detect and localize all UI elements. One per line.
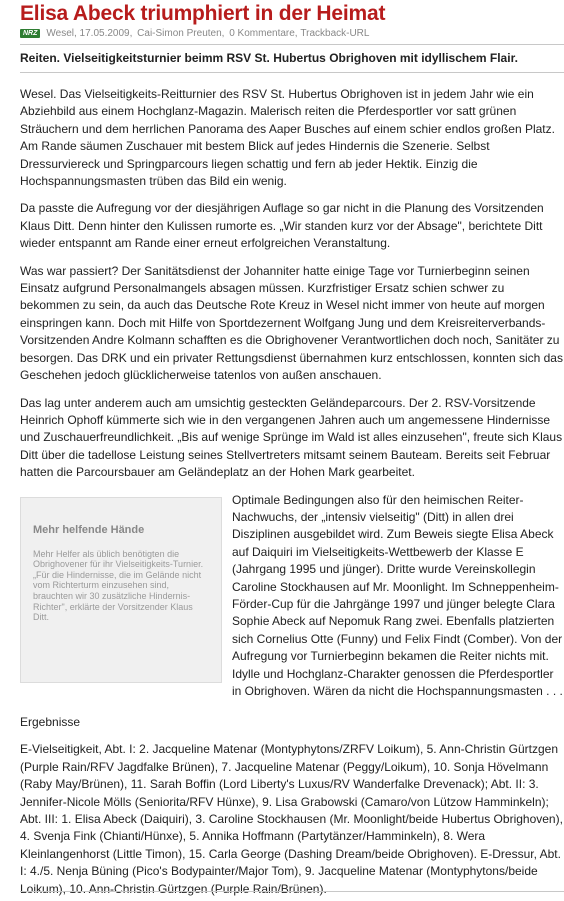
info-box-title: Mehr helfende Hände — [33, 523, 145, 536]
article — [20, 0, 564, 898]
paragraph: Wesel. Das Vielseitigkeits-Reitturnier des RSV St. Hubertus Obrighoven ist in jedem Jahr wie ein Abziehbild aus einem Hochglanz-Magazin. Malerisch reiten die Pferdesportler vor satt grünen Sträuchern und dem herrlichen Panorama des Aaper Busches auf einem schier endlos großen Platz. Am Rande säumen Zuschauer mit bestem Blick auf jedes Hindernis die Szenerie. Selbst Dressurviereck und Springparcours liegen schattig und fern ab jeder Hektik. Einzig die Hochspannungsmasten trüben das Bild ein wenig. — [20, 87, 555, 189]
info-box-text: Mehr Helfer als üblich benötigten die Obrighovener für ihr Vielseitigkeits-Turnier. „Für die Hindernisse, die im Gelände nicht vom Richterturm einzusehen sind, brauchten wir 30 zusätzliche Hindernis-Richter", erklärte der Vorsitzender Klaus Ditt. — [33, 548, 204, 623]
divider — [20, 72, 564, 73]
results-text: E-Vielseitigkeit, Abt. I: 2. Jacqueline Matenar (Montyphytons/ZRFV Loikum), 5. Ann-Christin Gürtzgen (Purple Rain/RFV Jagdfalke Brünen), 7. Jacqueline Matenar (Peggy/Loikum), 10. Sonja Hövelmann (Raby May/Brünen), 11. Sarah Boffin (Lord Liberty's Luxus/RV Wanderfalke Drevenack); Abt. II: 3. Jennifer-Nicole Mölls (Seniorita/RFV Hünxe), 9. Lisa Grabowski (Camaro/von Lützow Hamminkeln); Abt. III: 1. Elisa Abeck (Daiquiri), 3. Caroline Stockhausen (Mr. Moonlight/beide Hubertus Obrighoven), 4. Svenja Fink (Chianti/Hünxe), 5. Annika Hoffmann (Partytänzer/Hamminkeln), 8. Wera Kleinlangenhorst (Little Timon), 15. Carla George (Dashing Dream/beide Obrighoven). E-Dressur, Abt. I: 4./5. Nenja Büning (Pico's Bodypainter/Major Tom), 9. Jacqueline Matenar (Montyphytons/beide Loikum), 10. Ann-Christin Gürtzgen (Purple Rain/Brünen). — [20, 742, 563, 896]
paragraph: Was war passiert? Der Sanitätsdienst der Johanniter hatte einige Tage vor Turnierbeginn seinen Einsatz aufgrund Personalmangels absagen müssen. Kurzfristiger Ersatz schien schwer zu bekommen zu sein, da auch das Deutsche Rote Kreuz in Wesel nicht immer von heute auf morgen einspringen kann. Doch mit Hilfe von Sportdezernent Wolfgang Jung und dem Kreisreiterverbands-Vorsitzenden Andre Kolmann schafften es die Obrighovener Verantwortlichen doch noch, Sanitäter zu besorgen. Das DRK und ein privater Rettungsdienst übernahmen kurz entschlossen, konnten sich das Geschehen jedoch glücklicherweise tatenlos von außen anschauen. — [20, 263, 563, 383]
trackback-link[interactable]: Trackback-URL — [300, 28, 370, 39]
paragraph: Das lag unter anderem auch am umsichtig gesteckten Geländeparcours. Der 2. RSV-Vorsitzende Heinrich Ophoff kümmerte sich wie in den vergangenen Jahren auch um angemessene Hindernisse und Zuschauerfreundlichkeit. „Bis auf wenige Sprünge im Wald ist alles einzusehen", freute sich Klaus Ditt über die tadellose Leistung seines Stellvertreters mitsamt seinem Bauteam. Bereits seit Februar hatten die Parcoursbauer am Geländeplatz an der Hohen Mark gearbeitet. — [20, 395, 563, 480]
info-box — [20, 497, 222, 683]
comments-link[interactable]: 0 Kommentare, — [229, 28, 298, 39]
divider — [20, 891, 564, 892]
location-date: Wesel, 17.05.2009, — [46, 28, 133, 39]
article-meta — [20, 27, 564, 40]
lead-text: Reiten. Vielseitigkeitsturnier beimm RSV St. Hubertus Obrighoven mit idyllischem Flair. — [20, 51, 518, 65]
results-heading: Ergebnisse — [20, 715, 81, 730]
headline: Elisa Abeck triumphiert in der Heimat — [20, 2, 386, 25]
divider — [20, 44, 564, 45]
paragraph: Da passte die Aufregung vor der diesjährigen Auflage so gar nicht in die Planung des Vorsitzenden Klaus Ditt. Denn hinter den Kulissen rumorte es. „Wir standen kurz vor der Absage", berichtete Ditt wieder entspannt am Rande einer erneut erfolgreichen Veranstaltung. — [20, 201, 544, 251]
paragraph: Optimale Bedingungen also für den heimischen Reiter-Nachwuchs, der „intensiv vielseitig" (Ditt) in allen drei Disziplinen ausgebildet wird. Zum Beweis siegte Elisa Abeck auf Daiquiri im Vielseitigkeits-Wettbewerb der Klasse E (Jahrgang 1995 und jünger). Dritte wurde Vereinskollegin Caroline Stockhausen auf Mr. Moonlight. Im Schneppenheim-Förder-Cup für die Jahrgänge 1997 und jünger belegte Clara Sophie Abeck auf Nepomuk Rang zwei. Ebenfalls platzierten sich Cornelius Otte (Funny) und Felix Findt (Comber). Von der Aufregung vor Turnierbeginn bekamen die Reiter nichts mit. Idylle und Hochglanz-Charakter genossen die Pferdesportler in Obrighoven. Wären da nicht die Hochspannungsmasten . . . — [232, 492, 563, 698]
author: Cai-Simon Preuten, — [137, 28, 225, 39]
nrz-logo-icon: NRZ — [20, 29, 40, 38]
